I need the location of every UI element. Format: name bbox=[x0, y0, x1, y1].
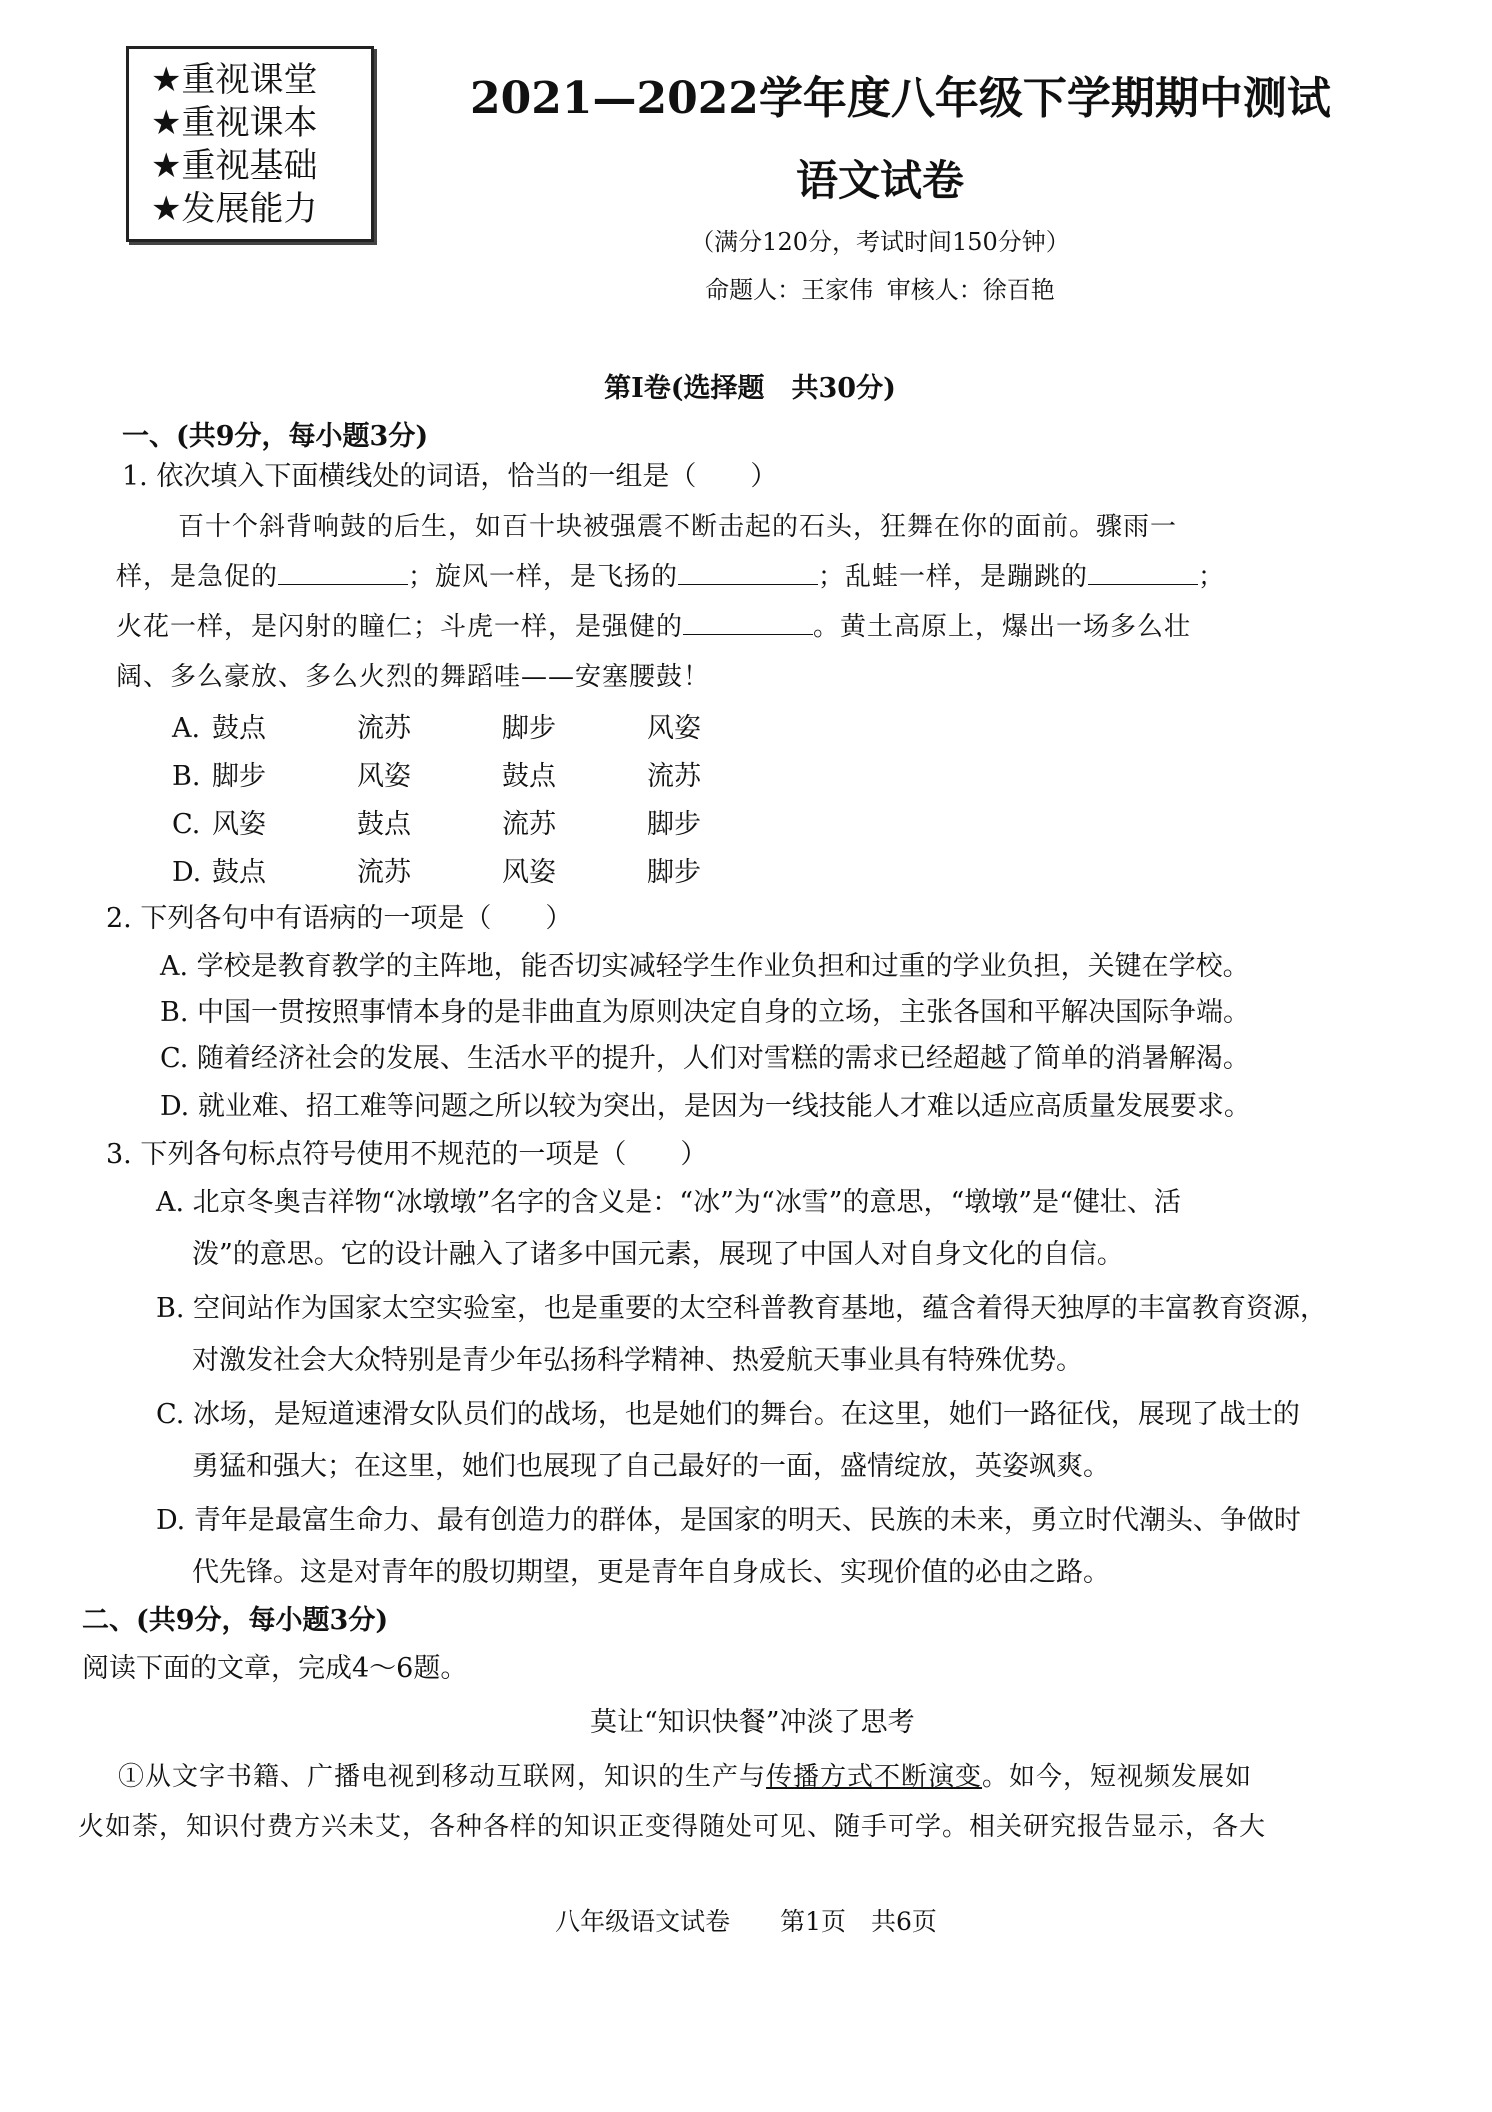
option-letter: B. bbox=[172, 761, 201, 792]
passage-text: ；旋风一样，是飞扬的 bbox=[408, 562, 679, 592]
page-footer: 八年级语文试卷 第1页 共6页 bbox=[555, 1907, 937, 1936]
exam-title: 2021—2022学年度八年级下学期期中测试 bbox=[470, 73, 1331, 124]
q3-stem: 3. 下列各句标点符号使用不规范的一项是（ ） bbox=[106, 1139, 708, 1170]
option-word: 鼓点 bbox=[357, 809, 411, 840]
authors-line: 命题人：王家伟 审核人：徐百艳 bbox=[705, 276, 1055, 304]
q2-option: C. 随着经济社会的发展、生活水平的提升，人们对雪糕的需求已经超越了简单的消暑解渴。 bbox=[160, 1043, 1250, 1074]
article-text: 。如今，短视频发展如 bbox=[982, 1762, 1253, 1792]
option-word: 脚步 bbox=[212, 761, 266, 792]
q2-option: B. 中国一贯按照事情本身的是非曲直为原则决定自身的立场，主张各国和平解决国际争端。 bbox=[160, 997, 1251, 1028]
section1-heading: 一、(共9分，每小题3分) bbox=[122, 421, 429, 452]
article-paragraph-line: 火如荼，知识付费方兴未艾，各种各样的知识正变得随处可见、随手可学。相关研究报告显示，各大 bbox=[78, 1812, 1267, 1842]
q1-stem: 1. 依次填入下面横线处的词语，恰当的一组是（ ） bbox=[122, 461, 778, 492]
option-word: 风姿 bbox=[212, 809, 266, 840]
option-word: 流苏 bbox=[502, 809, 556, 840]
option-letter: D. bbox=[172, 857, 202, 888]
option-word: 脚步 bbox=[502, 713, 556, 744]
q1-passage-line: 百十个斜背响鼓的后生，如百十块被强震不断击起的石头，狂舞在你的面前。骤雨一 bbox=[178, 512, 1178, 542]
volume-heading: 第Ⅰ卷(选择题 共30分) bbox=[604, 373, 896, 404]
option-word: 风姿 bbox=[357, 761, 411, 792]
exam-subtitle: 语文试卷 bbox=[795, 156, 964, 205]
passage-text: 样，是急促的 bbox=[116, 562, 279, 592]
option-word: 鼓点 bbox=[502, 761, 556, 792]
passage-text: 火花一样，是闪射的瞳仁；斗虎一样，是强健的 bbox=[116, 612, 684, 642]
section2-heading: 二、(共9分，每小题3分) bbox=[82, 1605, 389, 1636]
q1-passage-line bbox=[116, 560, 1225, 594]
option-word: 流苏 bbox=[647, 761, 701, 792]
option-word: 风姿 bbox=[502, 857, 556, 888]
fill-blank bbox=[683, 612, 813, 635]
slogan-line: ★重视基础 bbox=[151, 146, 318, 186]
option-word: 流苏 bbox=[357, 713, 411, 744]
fill-blank bbox=[678, 562, 818, 585]
option-letter: C. bbox=[172, 809, 201, 840]
q2-option: A. 学校是教育教学的主阵地，能否切实减轻学生作业负担和过重的学业负担，关键在学校。 bbox=[160, 951, 1250, 982]
q3-line: A. 北京冬奥吉祥物“冰墩墩”名字的含义是：“冰”为“冰雪”的意思，“墩墩”是“健壮、活 bbox=[156, 1187, 1181, 1218]
fill-blank bbox=[1088, 562, 1198, 585]
q3-line: C. 冰场，是短道速滑女队员们的战场，也是她们的舞台。在这里，她们一路征伐，展现了战士的 bbox=[156, 1399, 1300, 1430]
q1-passage-line: 阔、多么豪放、多么火烈的舞蹈哇——安塞腰鼓！ bbox=[116, 662, 711, 692]
option-word: 鼓点 bbox=[212, 713, 266, 744]
q1-option-row bbox=[172, 754, 792, 802]
passage-text: ； bbox=[1198, 562, 1226, 592]
q2-option: D. 就业难、招工难等问题之所以较为突出，是因为一线技能人才难以适应高质量发展要求。 bbox=[160, 1091, 1251, 1122]
q3-line: 代先锋。这是对青年的殷切期望，更是青年自身成长、实现价值的必由之路。 bbox=[192, 1557, 1110, 1588]
option-word: 风姿 bbox=[647, 713, 701, 744]
passage-text: ；乱蛙一样，是蹦跳的 bbox=[818, 562, 1089, 592]
option-word: 脚步 bbox=[647, 857, 701, 888]
option-word: 鼓点 bbox=[212, 857, 266, 888]
article-paragraph-line bbox=[118, 1760, 1252, 1794]
passage-text: 。黄土高原上，爆出一场多么壮 bbox=[813, 612, 1192, 642]
q1-passage-line bbox=[116, 610, 1191, 644]
q1-options bbox=[172, 706, 792, 898]
q2-stem: 2. 下列各句中有语病的一项是（ ） bbox=[106, 903, 573, 934]
option-word: 脚步 bbox=[647, 809, 701, 840]
score-info: （满分120分，考试时间150分钟） bbox=[690, 228, 1070, 256]
underlined-phrase: 传播方式不断演变 bbox=[766, 1762, 983, 1792]
option-word: 流苏 bbox=[357, 857, 411, 888]
slogan-line: ★重视课本 bbox=[151, 103, 318, 143]
slogan-box bbox=[126, 46, 374, 242]
section2-instruction: 阅读下面的文章，完成4～6题。 bbox=[82, 1653, 468, 1684]
q1-option-row bbox=[172, 706, 792, 754]
article-title: 莫让“知识快餐”冲淡了思考 bbox=[590, 1707, 915, 1738]
fill-blank bbox=[278, 562, 408, 585]
q3-line: 泼”的意思。它的设计融入了诸多中国元素，展现了中国人对自身文化的自信。 bbox=[192, 1239, 1124, 1270]
slogan-line: ★重视课堂 bbox=[151, 60, 318, 100]
q1-option-row bbox=[172, 802, 792, 850]
slogan-line: ★发展能力 bbox=[151, 189, 318, 229]
q3-line: 对激发社会大众特别是青少年弘扬科学精神、热爱航天事业具有特殊优势。 bbox=[192, 1345, 1083, 1376]
q3-line: 勇猛和强大；在这里，她们也展现了自己最好的一面，盛情绽放，英姿飒爽。 bbox=[192, 1451, 1110, 1482]
q3-line: D. 青年是最富生命力、最有创造力的群体，是国家的明天、民族的未来，勇立时代潮头、争做时 bbox=[156, 1505, 1301, 1536]
article-text: ①从文字书籍、广播电视到移动互联网，知识的生产与 bbox=[118, 1762, 767, 1792]
option-letter: A. bbox=[172, 713, 201, 744]
q3-line: B. 空间站作为国家太空实验室，也是重要的太空科普教育基地，蕴含着得天独厚的丰富教育资源， bbox=[156, 1293, 1328, 1324]
q1-option-row bbox=[172, 850, 792, 898]
